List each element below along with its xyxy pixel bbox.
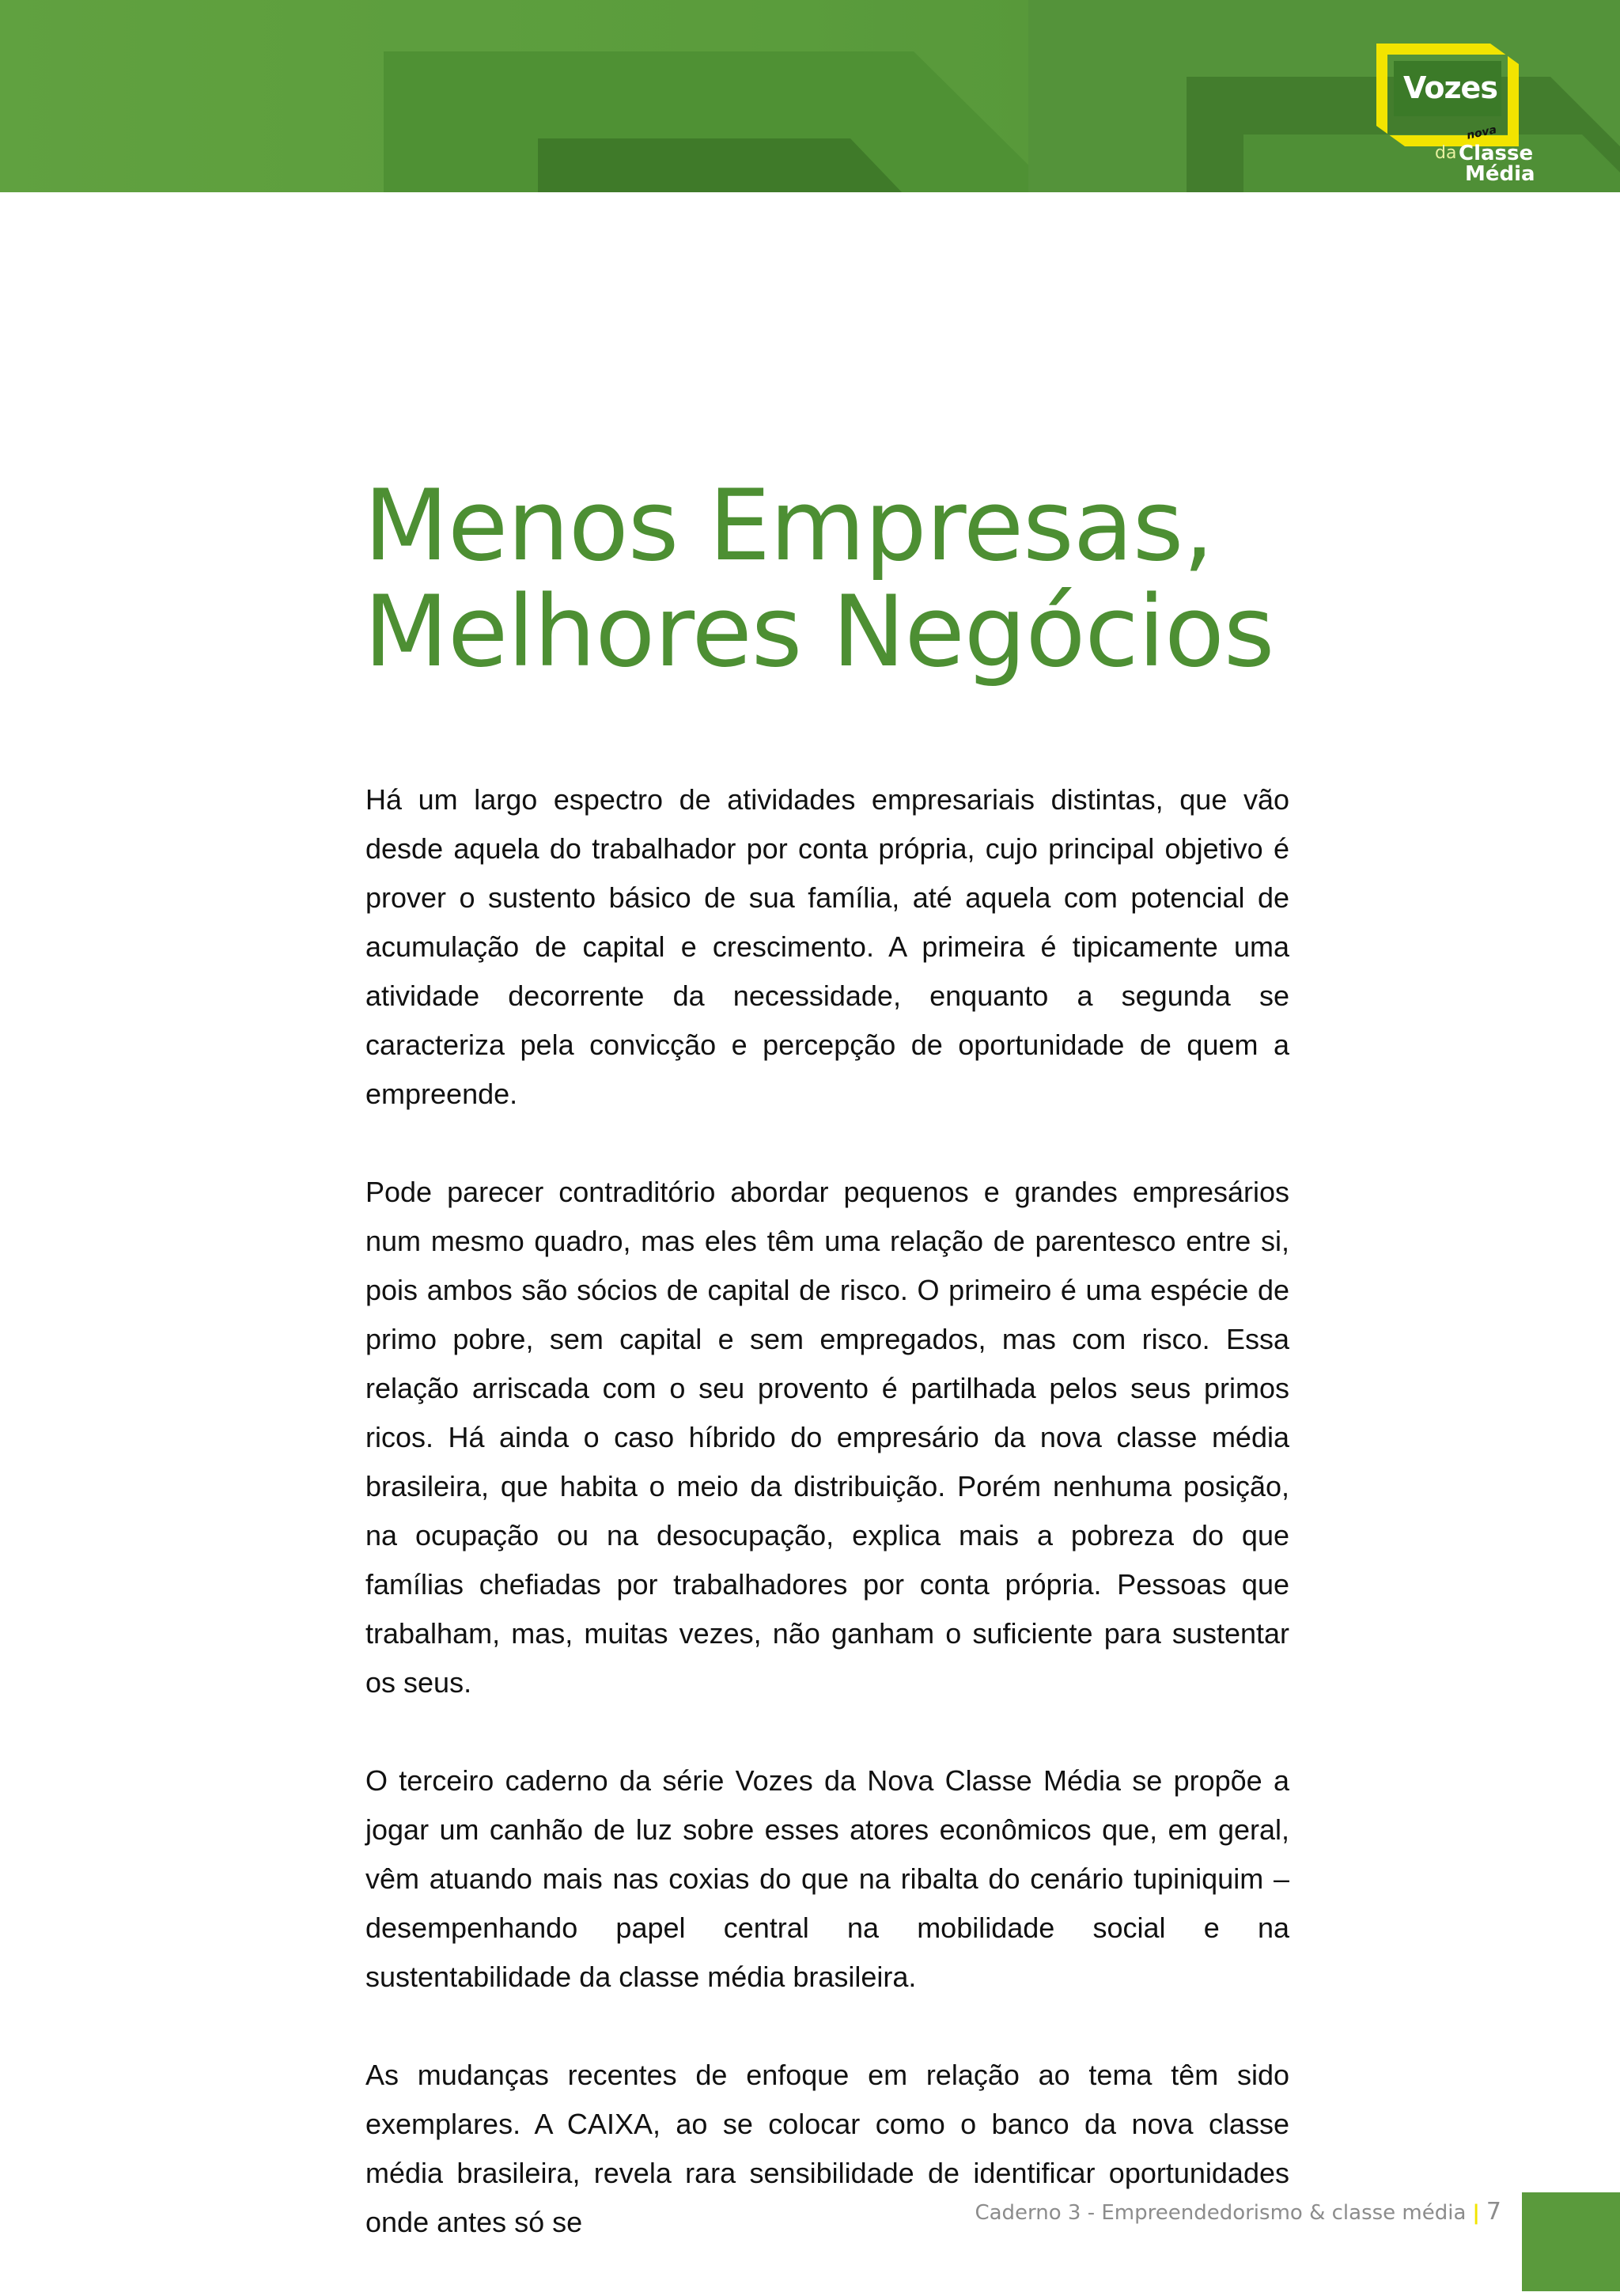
page-footer bbox=[975, 2198, 1501, 2226]
footer-color-block bbox=[1522, 2192, 1620, 2291]
footer-caption: Caderno 3 - Empreendedorismo & classe média bbox=[975, 2201, 1467, 2225]
paragraph: As mudanças recentes de enfoque em relação ao tema têm sido exemplares. A CAIXA, ao se colocar como o banco da nova classe média brasileira, revela rara sensibilidade de identificar oportunidades onde antes só se bbox=[365, 2059, 1289, 2238]
header-band bbox=[0, 0, 1620, 192]
article-body bbox=[365, 775, 1289, 2296]
page-title-line-2: Melhores Negócios bbox=[364, 575, 1274, 689]
logo-da-text: da bbox=[1435, 143, 1457, 163]
paragraph: O terceiro caderno da série Vozes da Nova Classe Média se propõe a jogar um canhão de luz sobre esses atores econômicos que, em geral, vêm atuando mais nas coxias do que na ribalta do cenário tupiniquim – desempenhando papel central na mobilidade social e na sustentabilidade da classe média brasileira. bbox=[365, 1764, 1289, 1993]
footer-separator: | bbox=[1472, 2201, 1480, 2225]
page-title bbox=[364, 469, 1392, 689]
logo-vozes-text: Vozes bbox=[1403, 70, 1497, 105]
paragraph: Há um largo espectro de atividades empresariais distintas, que vão desde aquela do trabalhador por conta própria, cujo principal objetivo é prover o sustento básico de sua família, até aquela com potencial de acumulação de capital e crescimento. A primeira é tipicamente uma atividade decorrente da necessidade, enquanto a segunda se caracteriza pela convicção e percepção de oportunidade de quem a empreende. bbox=[365, 783, 1289, 1110]
page-title-line-1: Menos Empresas, bbox=[364, 469, 1213, 583]
paragraph: Pode parecer contraditório abordar pequenos e grandes empresários num mesmo quadro, mas eles têm uma relação de parentesco entre si, pois ambos são sócios de capital de risco. O primeiro é uma espécie de primo pobre, sem capital e sem empregados, mas com risco. Essa relação arriscada com o seu provento é partilhada pelos seus primos ricos. Há ainda o caso híbrido do empresário da nova classe média brasileira, que habita o meio da distribuição. Porém nenhuma posição, na ocupação ou na desocupação, explica mais a pobreza do que famílias chefiadas por trabalhadores por conta própria. Pessoas que trabalham, mas, muitas vezes, não ganham o suficiente para sustentar os seus. bbox=[365, 1176, 1289, 1699]
logo-classe-text: Classe bbox=[1459, 142, 1534, 165]
header-shape-dark bbox=[538, 138, 902, 192]
brand-logo bbox=[1376, 44, 1535, 186]
page-number: 7 bbox=[1486, 2198, 1501, 2226]
logo-nova-text: nova bbox=[1465, 123, 1498, 142]
logo-media-text: Média bbox=[1465, 162, 1535, 186]
